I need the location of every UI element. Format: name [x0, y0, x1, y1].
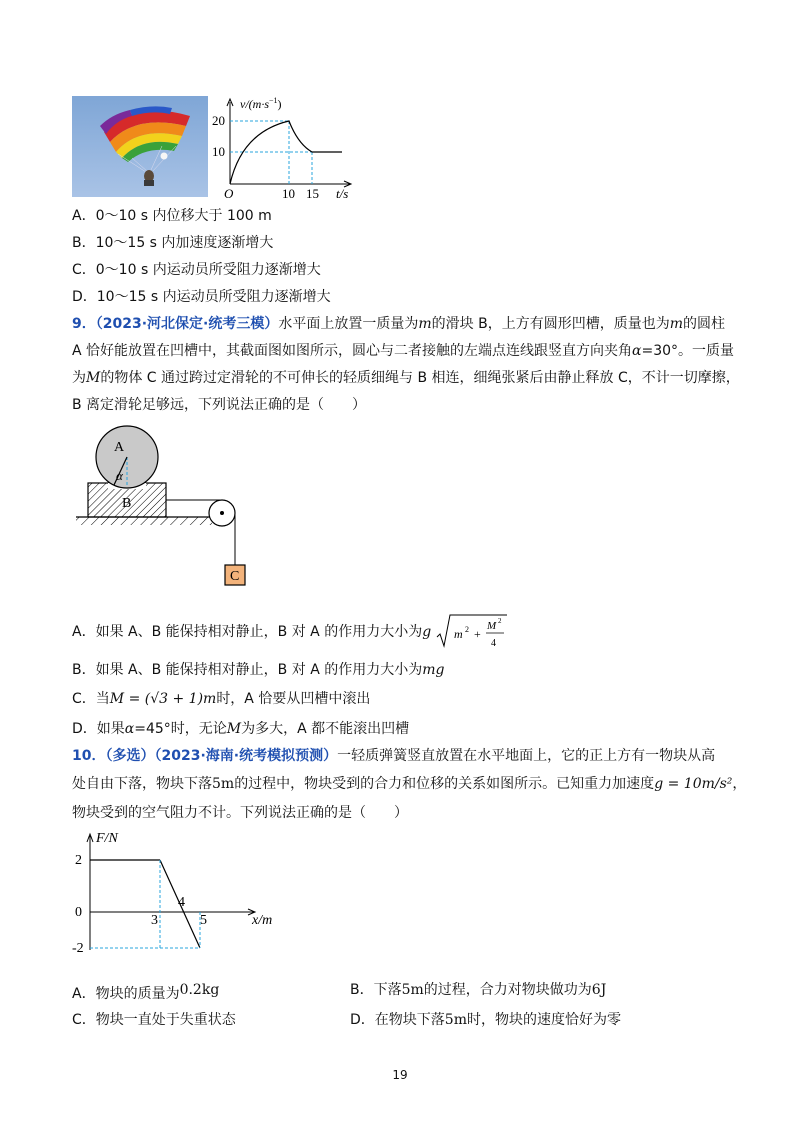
vt-origin: O — [224, 186, 234, 201]
q9-source-tag: （2023·河北保定·统考三模） — [95, 316, 279, 332]
cylinder-block-pulley-diagram — [72, 425, 262, 590]
label-c: C — [230, 569, 240, 584]
q8-option-d: D．10～15 s 内运动员所受阻力逐渐增大 — [72, 289, 331, 305]
q10-option-b: B．下落5m的过程，合力对物块做功为6J — [350, 982, 607, 998]
q8-option-a: A．0～10 s 内位移大于 100 m — [72, 208, 272, 224]
q10-option-c: C．物块一直处于失重状态 — [72, 1012, 236, 1028]
parachute-photo — [72, 96, 208, 197]
vt-y-tick-20: 20 — [212, 113, 225, 128]
fx-y-tick-0: 0 — [75, 905, 82, 920]
q9-stem-line-2: A 恰好能放置在凹槽中，其截面图如图所示，圆心与二者接触的左端点连线跟竖直方向夹角α=30°。一质量 — [72, 343, 735, 359]
q8-option-b: B．10～15 s 内加速度逐渐增大 — [72, 235, 274, 251]
svg-text:+: + — [473, 627, 481, 641]
svg-text:2: 2 — [464, 625, 469, 634]
q9-option-d: D．如果α=45°时，无论M为多大，A 都不能滚出凹槽 — [72, 721, 410, 737]
q10-stem-line-3: 物块受到的空气阻力不计。下列说法正确的是（ ） — [72, 805, 408, 821]
fx-x-axis-label: x/m — [252, 913, 273, 928]
fx-y-axis-label: F/N — [96, 831, 118, 846]
label-a: A — [114, 440, 125, 455]
svg-text:M: M — [486, 620, 496, 632]
vt-x-axis-label: t/s — [336, 186, 349, 201]
page-number: 19 — [392, 1068, 408, 1082]
q10-option-a: A．物块的质量为0.2kg — [72, 982, 220, 1002]
q9-number: 9． — [72, 316, 96, 332]
sqrt-formula — [436, 613, 508, 651]
q9-option-a: A．如果 A、B 能保持相对静止，B 对 A 的作用力大小为g m 2 + M 2 4 — [72, 612, 508, 652]
fx-y-tick-neg2: -2 — [72, 941, 84, 956]
label-alpha: α — [116, 468, 123, 483]
fx-x-tick-4: 4 — [178, 895, 185, 910]
q9-stem-line-1: 9．（2023·河北保定·统考三模）水平面上放置一质量为m的滑块 B，上方有圆形凹槽，质量也为m的圆柱 — [72, 316, 725, 332]
svg-text:2: 2 — [497, 617, 502, 625]
vt-y-tick-10: 10 — [212, 144, 225, 159]
q8-option-c: C．0～10 s 内运动员所受阻力逐渐增大 — [72, 262, 321, 278]
q10-number: 10． — [72, 748, 106, 764]
q10-option-d: D．在物块下落5m时，物块的速度恰好为零 — [350, 1012, 621, 1028]
q9-option-c: C．当M = (√3 + 1)m时，A 恰要从凹槽中滚出 — [72, 691, 371, 707]
q9-option-b: B．如果 A、B 能保持相对静止，B 对 A 的作用力大小为mg — [72, 662, 445, 678]
vt-y-axis-label: $v/(m\cdot s^{-1})$ — [240, 96, 282, 111]
svg-text:m: m — [453, 627, 463, 641]
fx-x-tick-3: 3 — [151, 913, 158, 928]
q10-stem-line-1: 10．（多选）（2023·海南·统考模拟预测）一轻质弹簧竖直放置在水平地面上，它的正上方有一物块从高 — [72, 748, 716, 764]
q9-stem-line-3: 为M的物体 C 通过跨过定滑轮的不可伸长的轻质细绳与 B 相连，细绳张紧后由静止释放 C，不计一切摩擦， — [72, 370, 740, 386]
vt-x-tick-15: 15 — [306, 186, 319, 201]
vt-x-tick-10: 10 — [282, 186, 295, 201]
fx-y-tick-2: 2 — [75, 853, 82, 868]
fx-x-tick-5: 5 — [200, 913, 207, 928]
q10-stem-line-2: 处自由下落，物块下落5m的过程中，物块受到的合力和位移的关系如图所示。已知重力加速度g = 10m/s²， — [72, 776, 747, 792]
velocity-time-graph — [212, 94, 362, 202]
q10-source-tag: （多选）（2023·海南·统考模拟预测） — [105, 748, 338, 764]
force-displacement-graph — [72, 826, 292, 962]
label-b: B — [122, 496, 132, 511]
q9-stem-line-4: B 离定滑轮足够远，下列说法正确的是（ ） — [72, 397, 367, 413]
svg-text:4: 4 — [490, 638, 496, 649]
